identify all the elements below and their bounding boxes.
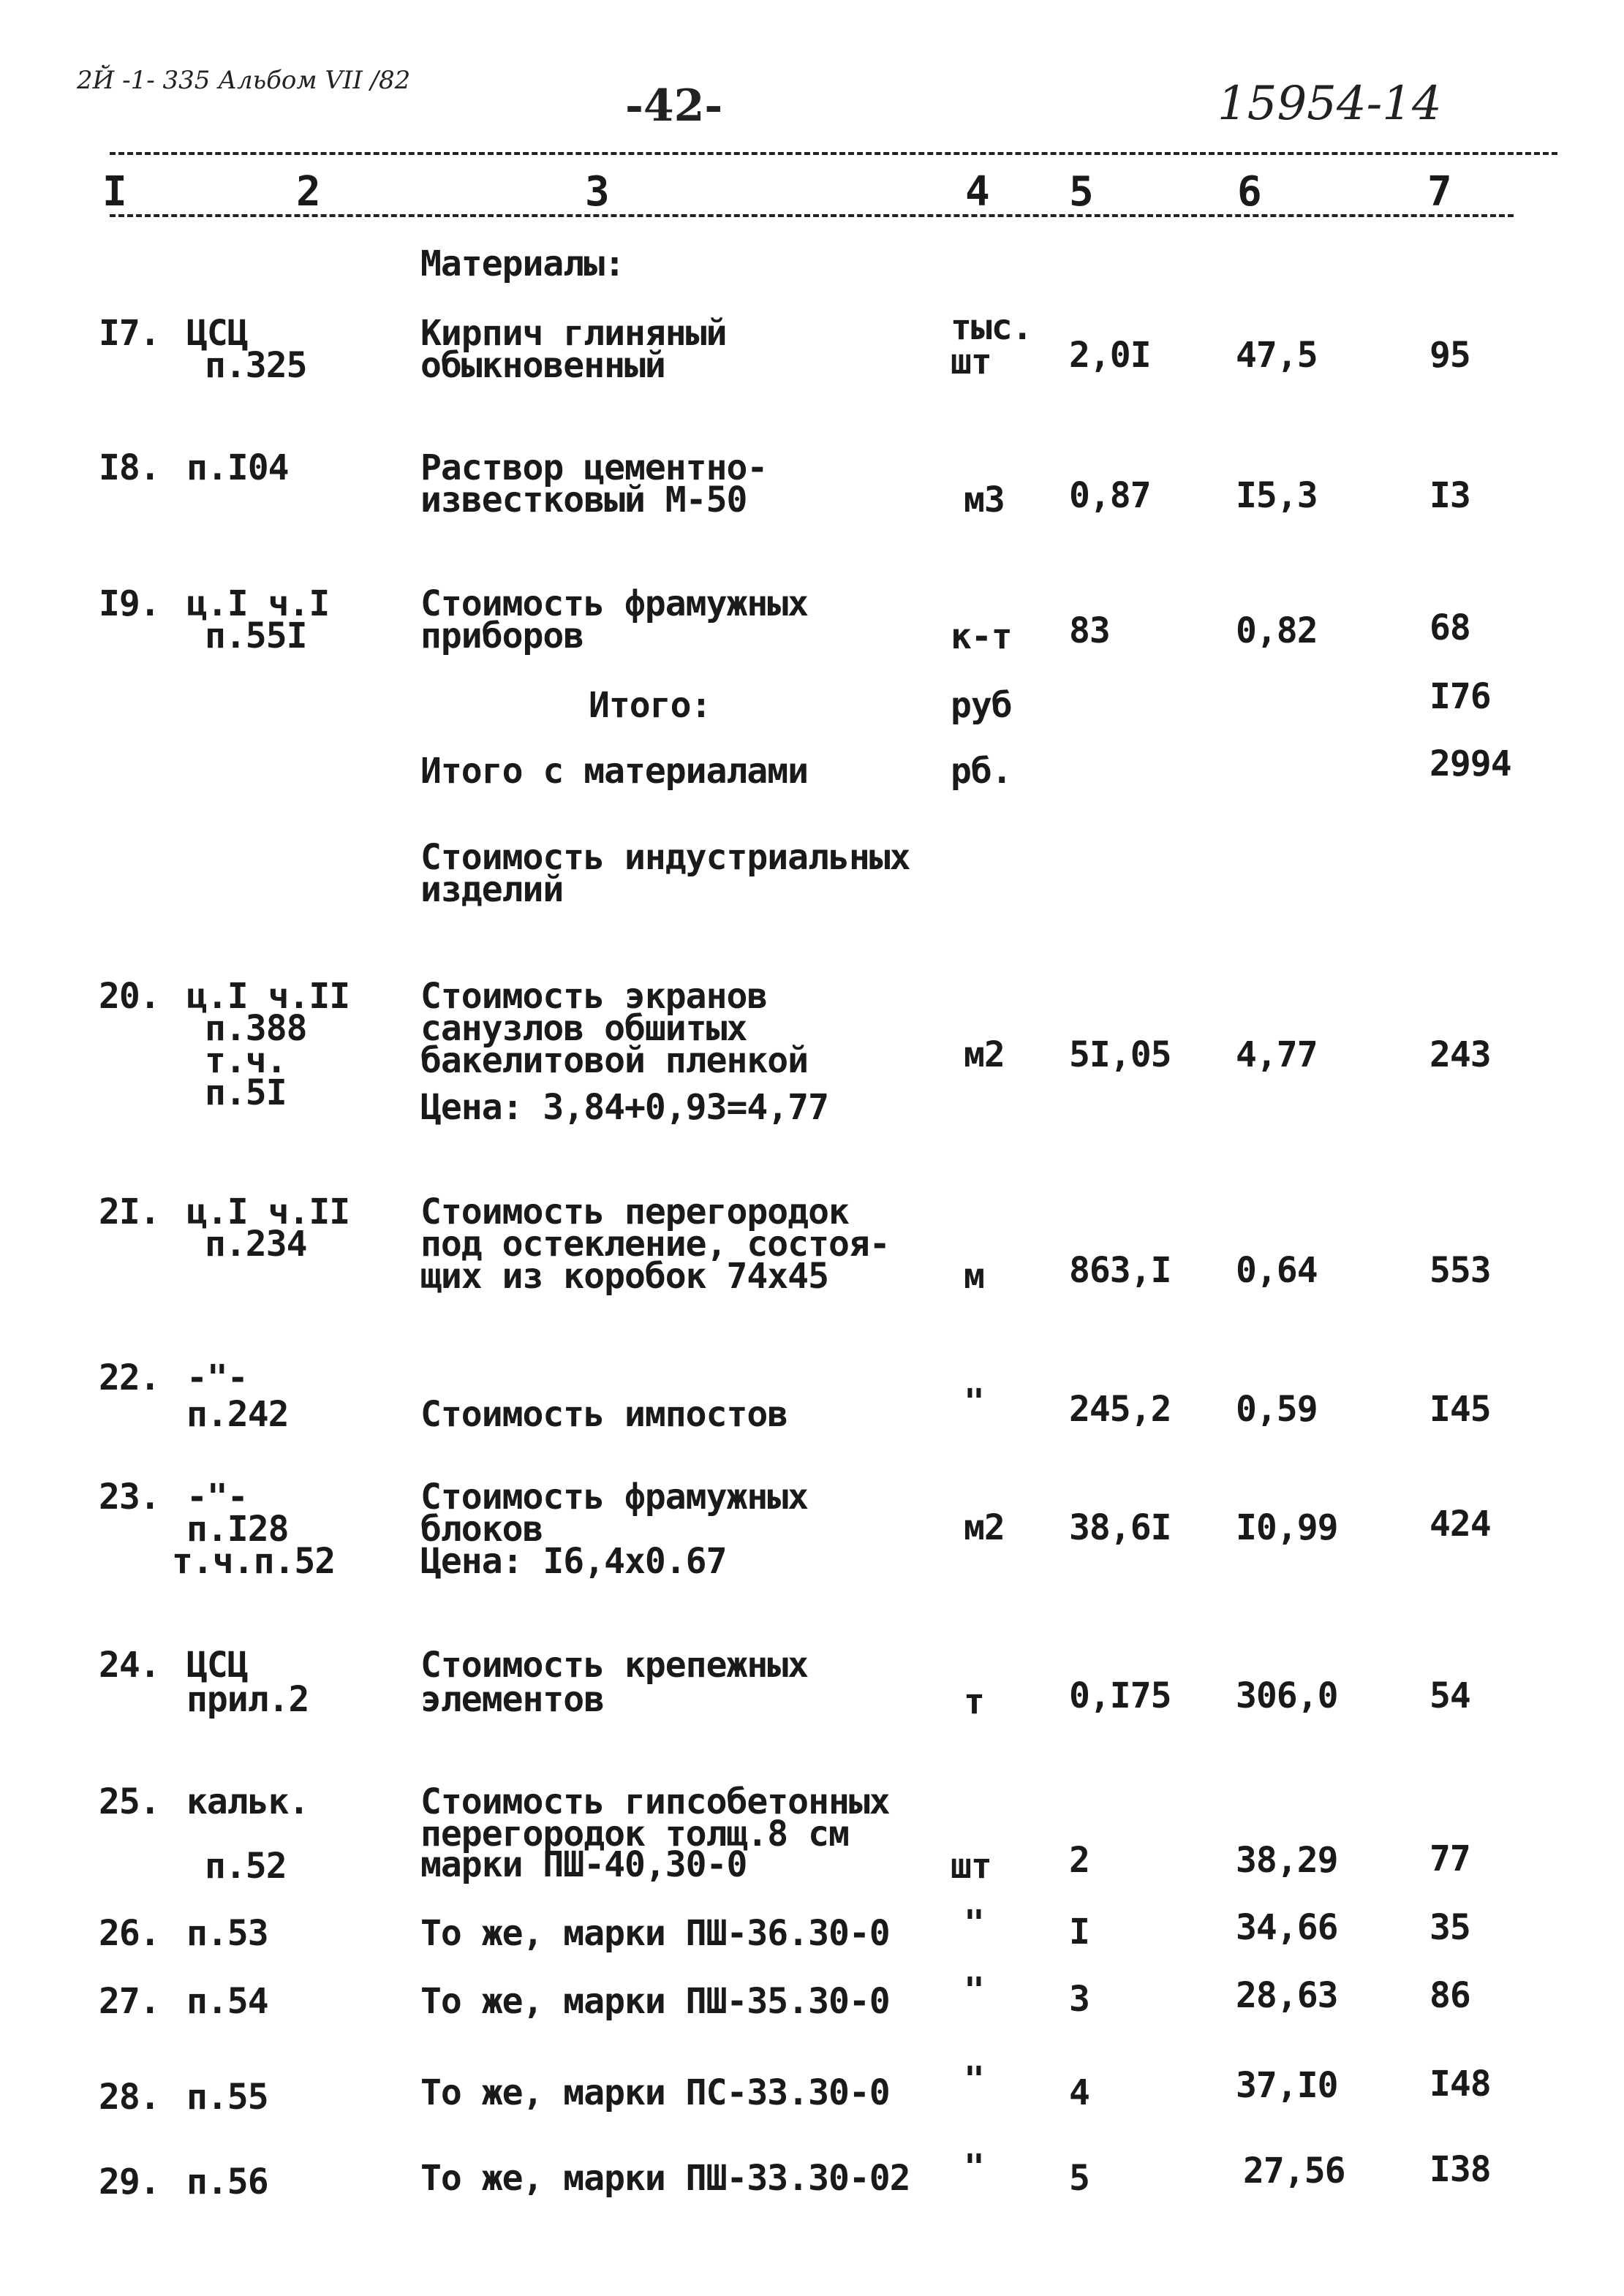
row-unit: м2 [964,1507,1005,1548]
row-price: 38,29 [1236,1840,1338,1881]
row-reference: п.55 [186,2077,268,2118]
row-reference: п.5I [205,1072,287,1113]
row-price-note: Цена: I6,4х0.67 [420,1541,727,1582]
row-price: 4,77 [1236,1034,1318,1075]
row-number: 22. [99,1357,160,1398]
row-description: бакелитовой пленкой [420,1040,809,1081]
row-number: 28. [99,2077,160,2118]
row-price: 0,64 [1236,1250,1318,1291]
row-unit: шт [951,1846,992,1887]
row-number: I8. [99,447,160,488]
row-quantity: I [1069,1912,1089,1952]
row-reference: т.ч.п.52 [172,1541,336,1582]
row-reference: -"- [186,1477,248,1518]
row-number: 27. [99,1981,160,2022]
row-reference: п.54 [186,1981,268,2022]
row-description: Стоимость экранов [420,976,768,1017]
row-description: Раствор цементно- [420,447,768,488]
row-number: 26. [99,1913,160,1954]
row-total: 35 [1430,1907,1470,1948]
row-price: 0,59 [1236,1389,1318,1430]
row-reference: п.55I [205,615,307,656]
row-price: 306,0 [1236,1675,1338,1716]
row-price: 28,63 [1236,1975,1338,2016]
row-reference: прил.2 [186,1679,309,1720]
header-top-rule [110,152,1557,155]
row-total: 68 [1430,607,1470,648]
row-price: 37,I0 [1236,2065,1338,2106]
row-description: элементов [420,1679,605,1720]
row-description: Стоимость фрамужных [420,583,809,624]
row-quantity: 38,6I [1069,1507,1171,1548]
row-unit: т [964,1681,984,1722]
row-number: 25. [99,1781,160,1822]
album-reference-note: 2Й -1- 335 Альбом VII /82 [77,66,411,95]
row-quantity: 5 [1069,2158,1089,2199]
row-total: I48 [1430,2064,1491,2104]
row-quantity: 3 [1069,1979,1089,2020]
row-number: 20. [99,976,160,1017]
row-total: 243 [1430,1034,1491,1075]
row-reference: ц.I ч.II [186,976,350,1017]
row-reference: -"- [186,1357,248,1398]
row-unit: к-т [951,616,1012,657]
row-reference: п.I28 [186,1509,289,1550]
row-description: Кирпич глиняный [420,313,727,354]
row-description: То же, марки ПШ-35.30-0 [420,1981,890,2022]
row-price: I0,99 [1236,1507,1338,1548]
row-description: То же, марки ПШ-36.30-0 [420,1913,890,1954]
row-total: I38 [1430,2149,1491,2190]
row-description: Стоимость крепежных [420,1645,809,1686]
row-description: Стоимость перегородок [420,1191,849,1232]
row-total: I45 [1430,1389,1491,1430]
total-with-materials-value: 2994 [1430,743,1511,784]
row-unit: м2 [964,1034,1005,1075]
subtotal-unit: руб [951,685,1012,726]
row-quantity: 2 [1069,1840,1089,1881]
row-description: известковый М-50 [420,480,747,520]
row-unit: шт [951,341,992,382]
row-total: I3 [1430,475,1470,516]
section-heading-materials: Материалы: [420,243,624,284]
row-description: Стоимость гипсобетонных [420,1781,890,1822]
row-price: I5,3 [1236,475,1318,516]
column-header-3: 3 [585,168,610,216]
row-unit: тыс. [951,307,1032,348]
row-description: санузлов обшитых [420,1008,747,1049]
row-reference: п.56 [186,2162,268,2202]
row-total: 54 [1430,1675,1470,1716]
row-unit: " [964,1903,984,1944]
document-number: 15954-14 [1217,77,1442,131]
row-price: 34,66 [1236,1907,1338,1948]
total-with-materials-unit: рб. [951,751,1012,792]
row-total: 95 [1430,335,1470,376]
column-header-7: 7 [1427,168,1452,216]
row-total: 77 [1430,1838,1470,1879]
column-header-1: I [102,168,127,216]
row-reference: ЦСЦ [186,313,248,354]
row-price-note: Цена: 3,84+0,93=4,77 [420,1087,828,1128]
row-description: обыкновенный [420,345,665,386]
row-number: I7. [99,313,160,354]
section-heading-industrial: Стоимость индустриальных [420,837,910,878]
row-reference: п.234 [205,1224,307,1265]
row-description: То же, марки ПС-33.30-0 [420,2072,890,2113]
row-description: Стоимость импостов [420,1394,788,1435]
row-description: под остекление, состоя- [420,1224,890,1265]
header-bottom-rule [110,214,1514,217]
row-reference: ЦСЦ [186,1645,248,1686]
column-header-6: 6 [1237,168,1262,216]
row-unit: " [964,2059,984,2100]
row-quantity: 863,I [1069,1250,1171,1291]
row-quantity: 245,2 [1069,1389,1171,1430]
row-total: 553 [1430,1250,1491,1291]
row-unit: " [964,1970,984,2011]
row-description: блоков [420,1509,543,1550]
row-description: щих из коробок 74х45 [420,1256,828,1297]
row-reference: п.I04 [186,447,289,488]
row-price: 0,82 [1236,610,1318,651]
row-number: 29. [99,2162,160,2202]
row-reference: п.388 [205,1008,307,1049]
row-quantity: 4 [1069,2072,1089,2113]
page-number: -42- [625,80,723,132]
column-header-4: 4 [965,168,990,216]
row-reference: п.325 [205,345,307,386]
row-description: То же, марки ПШ-33.30-02 [420,2158,910,2199]
row-reference: ц.I ч.I [186,583,330,624]
row-unit: " [964,2147,984,2188]
row-reference: п.53 [186,1913,268,1954]
row-quantity: 5I,05 [1069,1034,1171,1075]
row-price: 27,56 [1243,2151,1345,2191]
row-number: 23. [99,1477,160,1518]
row-description: перегородок толщ.8 см [420,1814,849,1854]
row-description: Стоимость фрамужных [420,1477,809,1518]
row-quantity: 83 [1069,610,1110,651]
row-unit: м3 [964,480,1005,520]
row-unit: м [964,1256,984,1297]
row-total: 424 [1430,1504,1491,1545]
row-reference: т.ч. [205,1040,287,1081]
row-reference: п.52 [205,1846,287,1887]
row-description: марки ПШ-40,30-0 [420,1844,747,1885]
row-quantity: 0,I75 [1069,1675,1171,1716]
total-with-materials-label: Итого с материалами [420,751,809,792]
row-number: I9. [99,583,160,624]
row-total: 86 [1430,1975,1470,2016]
row-number: 24. [99,1645,160,1686]
row-price: 47,5 [1236,335,1318,376]
row-reference: п.242 [186,1394,289,1435]
row-quantity: 0,87 [1069,475,1151,516]
section-heading-industrial: изделий [420,869,564,910]
row-description: приборов [420,615,584,656]
subtotal-value: I76 [1430,676,1491,717]
row-number: 2I. [99,1191,160,1232]
row-quantity: 2,0I [1069,335,1151,376]
subtotal-label: Итого: [589,685,711,726]
column-header-5: 5 [1069,168,1094,216]
column-header-2: 2 [296,168,321,216]
row-reference: кальк. [186,1781,309,1822]
row-reference: ц.I ч.II [186,1191,350,1232]
row-unit: " [964,1382,984,1422]
